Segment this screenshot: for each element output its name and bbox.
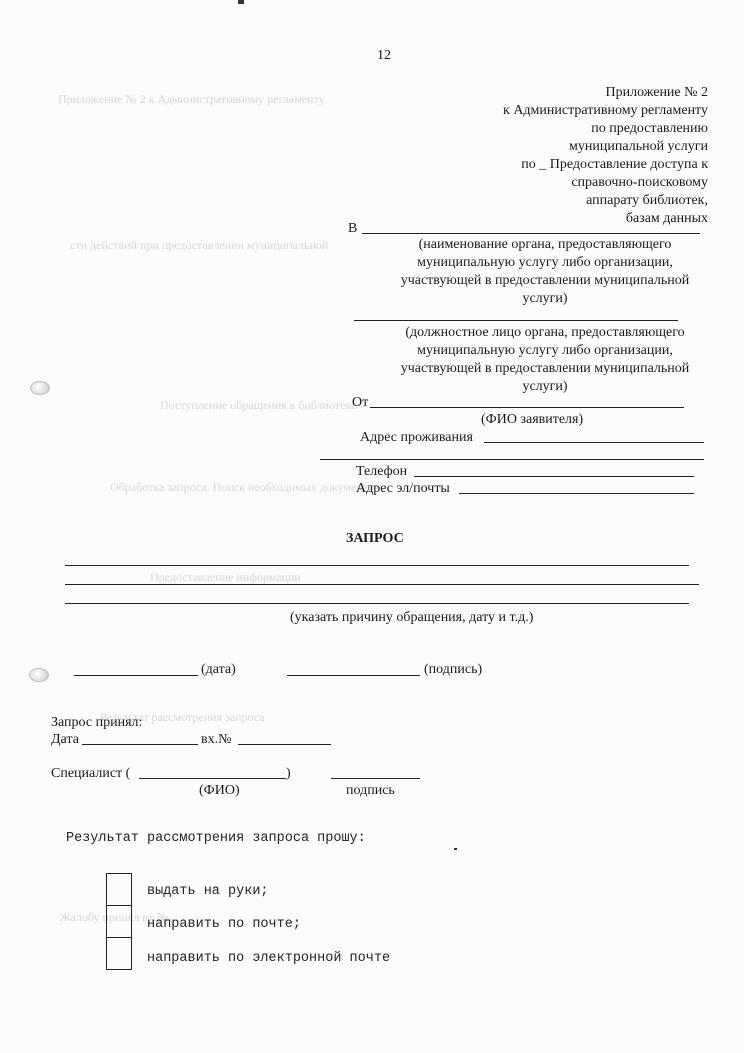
appendix-header (408, 84, 708, 228)
request-signature-field[interactable] (287, 675, 420, 676)
request-date-field[interactable] (74, 675, 198, 676)
request-text-line[interactable] (65, 603, 689, 604)
address-field[interactable] (484, 442, 704, 443)
appendix-line: муниципальной услуги (569, 139, 708, 154)
result-heading: Результат рассмотрения запроса прошу: (66, 831, 366, 846)
bleed-through-text: Результат рассмотрения запроса (100, 710, 265, 724)
speck (454, 848, 457, 850)
caption-line: (должностное лицо органа, предоставляющего (405, 325, 685, 340)
caption-line: участвующей в предоставлении муниципальной (400, 361, 690, 376)
applicant-fio-field[interactable] (370, 407, 684, 408)
recipient-organization-field[interactable] (362, 233, 700, 234)
accepted-label: Запрос принял: (51, 715, 143, 730)
specialist-close-paren: ) (286, 766, 291, 781)
page-number: 12 (377, 48, 391, 63)
result-option-handover: выдать на руки; (147, 884, 269, 899)
from-label: От (352, 395, 369, 410)
appendix-line: справочно-поисковому (571, 175, 708, 190)
bleed-through-text: сти действий при предоставлении муниципальной (70, 238, 329, 252)
to-label: В (348, 221, 358, 236)
request-date-caption: (дата) (201, 662, 236, 677)
caption-line: муниципальную услугу либо организации, (417, 255, 673, 270)
email-label: Адрес эл/почты (356, 481, 450, 496)
caption-line: (наименование органа, предоставляющего (418, 237, 672, 252)
punch-hole (30, 381, 50, 395)
caption-line: муниципальную услугу либо организации, (417, 343, 673, 358)
phone-field[interactable] (414, 476, 694, 477)
recipient-organization-caption (380, 236, 710, 308)
request-title: ЗАПРОС (346, 531, 404, 546)
request-caption: (указать причину обращения, дату и т.д.) (290, 610, 534, 625)
appendix-line: по _ Предоставление доступа к (521, 157, 708, 172)
appendix-line: по предоставлению (591, 121, 708, 136)
accepted-date-label: Дата (51, 732, 79, 747)
specialist-fio-field[interactable] (139, 778, 286, 779)
accepted-date-field[interactable] (82, 744, 198, 745)
specialist-fio-caption: (ФИО) (199, 783, 240, 798)
punch-hole (29, 668, 49, 682)
official-person-caption (380, 324, 710, 396)
applicant-fio-caption: (ФИО заявителя) (481, 412, 584, 427)
bleed-through-text: Предоставление информации (150, 570, 301, 584)
request-text-line[interactable] (65, 565, 689, 566)
bleed-through-text: Жалобу принял вх.№ (60, 910, 169, 924)
bleed-through-text: Поступление обращения в библиотеке (160, 398, 357, 412)
incoming-number-field[interactable] (238, 744, 331, 745)
caption-line: участвующей в предоставлении муниципальной (400, 273, 690, 288)
specialist-signature-field[interactable] (331, 778, 420, 779)
address-label: Адрес проживания (360, 430, 473, 445)
result-option-email: направить по электронной почте (147, 951, 391, 966)
bleed-through-text: Приложение № 2 к Административному регламенту (58, 92, 325, 106)
appendix-line: базам данных (625, 211, 708, 226)
caption-line: услуги) (522, 291, 568, 306)
request-signature-caption: (подпись) (424, 662, 483, 677)
scan-mark (238, 0, 244, 4)
email-delivery-checkbox[interactable] (106, 937, 132, 970)
appendix-line: к Административному регламенту (503, 103, 708, 118)
bleed-through-text: Обработка запроса. Поиск необходимых документов (110, 480, 380, 494)
phone-label: Телефон (356, 464, 408, 479)
appendix-line: аппарату библиотек, (586, 193, 708, 208)
post-checkbox[interactable] (106, 905, 132, 938)
email-field[interactable] (459, 493, 694, 494)
specialist-signature-caption: подпись (346, 783, 395, 798)
incoming-number-label: вх.№ (201, 732, 232, 747)
appendix-line: Приложение № 2 (605, 85, 708, 100)
address-field-line2[interactable] (320, 459, 704, 460)
specialist-label: Специалист ( (51, 766, 131, 781)
result-option-post: направить по почте; (147, 917, 301, 932)
handover-checkbox[interactable] (106, 873, 132, 906)
caption-line: услуги) (522, 379, 568, 394)
official-person-field[interactable] (354, 320, 678, 321)
request-text-line[interactable] (65, 584, 699, 585)
